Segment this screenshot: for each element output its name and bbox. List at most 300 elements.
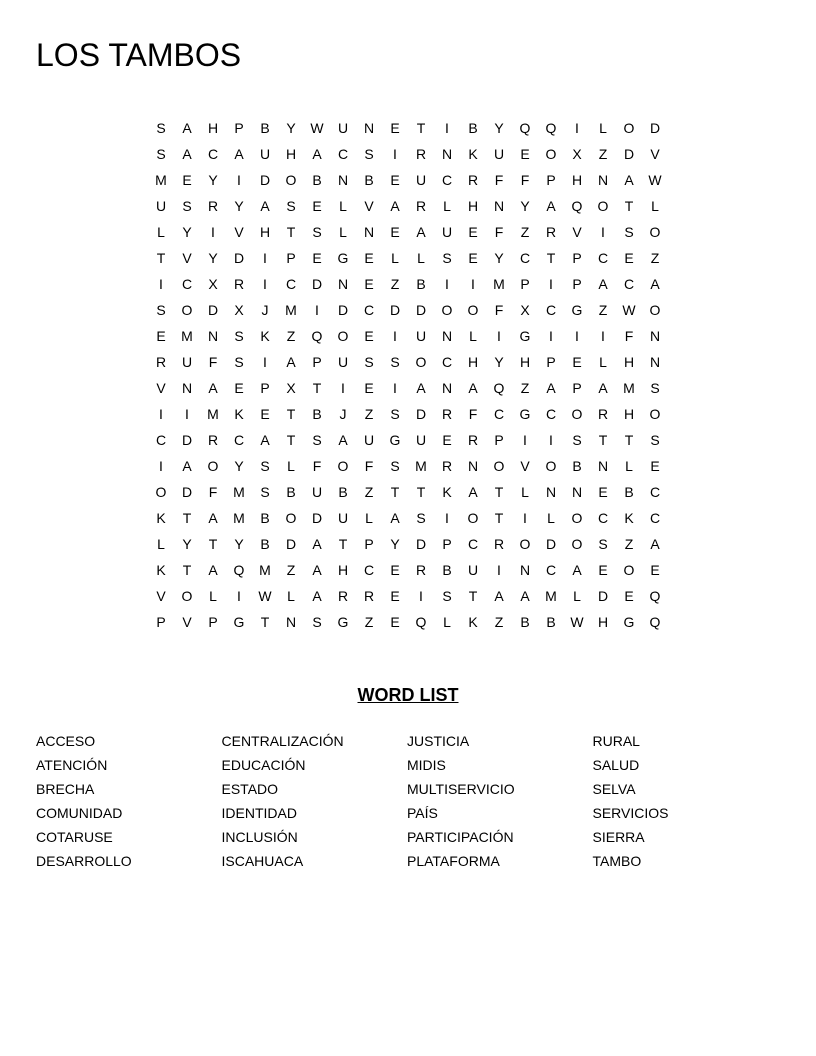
- grid-cell: B: [260, 120, 270, 136]
- grid-cell: A: [286, 354, 296, 370]
- grid-cell: D: [389, 302, 401, 318]
- grid-cell: I: [159, 276, 163, 292]
- grid-cell: F: [208, 354, 218, 370]
- grid-cell: D: [415, 536, 427, 552]
- word-list-item: ATENCIÓN: [36, 757, 108, 773]
- grid-cell: E: [390, 172, 400, 188]
- grid-row: [148, 219, 668, 245]
- grid-cell: A: [312, 536, 322, 552]
- grid-cell: S: [650, 432, 660, 448]
- grid-cell: L: [599, 354, 607, 370]
- grid-cell: N: [285, 614, 297, 630]
- grid-cell: P: [572, 380, 582, 396]
- grid-cell: F: [364, 458, 374, 474]
- grid-cell: E: [650, 562, 660, 578]
- grid-cell: S: [650, 380, 660, 396]
- grid-cell: X: [234, 302, 244, 318]
- grid-cell: T: [468, 588, 478, 604]
- grid-cell: A: [520, 588, 530, 604]
- grid-cell: T: [312, 380, 322, 396]
- grid-cell: Y: [208, 172, 218, 188]
- grid-cell: U: [441, 224, 453, 240]
- grid-cell: F: [494, 302, 504, 318]
- grid-cell: I: [393, 146, 397, 162]
- grid-cell: V: [182, 614, 192, 630]
- grid-cell: M: [415, 458, 427, 474]
- grid-cell: I: [601, 224, 605, 240]
- grid-cell: B: [260, 510, 270, 526]
- grid-cell: T: [546, 250, 556, 266]
- grid-cell: O: [467, 302, 479, 318]
- grid-cell: C: [545, 302, 557, 318]
- grid-cell: A: [208, 510, 218, 526]
- grid-cell: E: [364, 276, 374, 292]
- word-list-item: MULTISERVICIO: [407, 781, 515, 797]
- grid-cell: I: [523, 510, 527, 526]
- grid-row: [148, 141, 668, 167]
- grid-cell: Y: [234, 536, 244, 552]
- grid-cell: G: [519, 328, 531, 344]
- grid-cell: A: [468, 380, 478, 396]
- grid-cell: D: [415, 302, 427, 318]
- grid-cell: Y: [494, 354, 504, 370]
- grid-row: [148, 297, 668, 323]
- grid-cell: R: [363, 588, 375, 604]
- grid-cell: E: [364, 328, 374, 344]
- word-column: [36, 729, 222, 873]
- grid-cell: P: [286, 250, 296, 266]
- grid-cell: A: [234, 146, 244, 162]
- grid-cell: L: [599, 120, 607, 136]
- grid-cell: T: [624, 432, 634, 448]
- grid-row: [148, 323, 668, 349]
- grid-cell: O: [415, 354, 427, 370]
- grid-cell: N: [181, 380, 193, 396]
- grid-cell: E: [390, 614, 400, 630]
- grid-cell: N: [441, 328, 453, 344]
- grid-cell: T: [598, 432, 608, 448]
- grid-cell: L: [391, 250, 399, 266]
- grid-cell: K: [234, 406, 244, 422]
- grid-cell: A: [650, 536, 660, 552]
- grid-cell: U: [415, 172, 427, 188]
- grid-cell: H: [571, 172, 583, 188]
- grid-cell: S: [260, 484, 270, 500]
- grid-cell: Z: [598, 146, 608, 162]
- grid-cell: L: [417, 250, 425, 266]
- word-column: [407, 729, 593, 873]
- grid-cell: C: [285, 276, 297, 292]
- grid-cell: L: [469, 328, 477, 344]
- grid-cell: V: [650, 146, 660, 162]
- grid-cell: M: [233, 484, 245, 500]
- grid-row: [148, 583, 668, 609]
- grid-cell: L: [547, 510, 555, 526]
- grid-cell: M: [181, 328, 193, 344]
- grid-cell: Z: [286, 328, 296, 344]
- grid-cell: P: [442, 536, 452, 552]
- word-list-item: TAMBO: [592, 853, 642, 869]
- grid-cell: E: [598, 484, 608, 500]
- grid-cell: K: [156, 510, 166, 526]
- grid-row: [148, 453, 668, 479]
- grid-cell: S: [260, 458, 270, 474]
- grid-cell: L: [625, 458, 633, 474]
- word-list-item: CENTRALIZACIÓN: [221, 733, 344, 749]
- grid-cell: E: [390, 562, 400, 578]
- grid-cell: C: [207, 146, 219, 162]
- grid-cell: S: [416, 510, 426, 526]
- grid-cell: P: [156, 614, 166, 630]
- grid-cell: O: [623, 120, 635, 136]
- grid-cell: I: [445, 276, 449, 292]
- grid-cell: A: [468, 484, 478, 500]
- grid-cell: V: [572, 224, 582, 240]
- grid-cell: Q: [545, 120, 557, 136]
- grid-cell: H: [467, 198, 479, 214]
- grid-cell: Z: [494, 614, 504, 630]
- grid-cell: U: [415, 432, 427, 448]
- word-list-item: SELVA: [592, 781, 636, 797]
- grid-cell: V: [156, 380, 166, 396]
- grid-cell: N: [441, 380, 453, 396]
- grid-cell: S: [156, 146, 166, 162]
- grid-cell: O: [571, 406, 583, 422]
- grid-cell: E: [234, 380, 244, 396]
- grid-cell: Z: [598, 302, 608, 318]
- grid-cell: H: [337, 562, 349, 578]
- grid-cell: J: [339, 406, 347, 422]
- word-list-item: DESARROLLO: [36, 853, 132, 869]
- grid-cell: K: [156, 562, 166, 578]
- grid-cell: D: [311, 276, 323, 292]
- grid-cell: S: [364, 354, 374, 370]
- grid-cell: M: [285, 302, 297, 318]
- grid-cell: B: [260, 536, 270, 552]
- grid-cell: U: [311, 484, 323, 500]
- grid-cell: W: [622, 302, 636, 318]
- grid-cell: N: [649, 328, 661, 344]
- grid-cell: D: [337, 302, 349, 318]
- grid-cell: P: [312, 354, 322, 370]
- grid-cell: U: [363, 432, 375, 448]
- grid-cell: P: [494, 432, 504, 448]
- grid-cell: T: [416, 484, 426, 500]
- word-list-heading: WORD LIST: [357, 685, 459, 705]
- grid-cell: S: [182, 198, 192, 214]
- grid-cell: T: [338, 536, 348, 552]
- grid-cell: H: [623, 354, 635, 370]
- grid-cell: O: [649, 224, 661, 240]
- grid-cell: E: [468, 250, 478, 266]
- grid-cell: Y: [520, 198, 530, 214]
- grid-cell: I: [211, 224, 215, 240]
- grid-cell: S: [442, 588, 452, 604]
- grid-cell: T: [286, 432, 296, 448]
- grid-cell: D: [181, 432, 193, 448]
- grid-cell: U: [337, 510, 349, 526]
- grid-cell: G: [337, 614, 349, 630]
- grid-cell: M: [207, 406, 219, 422]
- grid-cell: E: [390, 588, 400, 604]
- grid-cell: O: [181, 302, 193, 318]
- grid-cell: D: [415, 406, 427, 422]
- grid-cell: I: [549, 432, 553, 448]
- grid-cell: A: [650, 276, 660, 292]
- grid-cell: N: [545, 484, 557, 500]
- grid-cell: E: [312, 250, 322, 266]
- grid-cell: R: [337, 588, 349, 604]
- grid-cell: O: [441, 302, 453, 318]
- grid-cell: B: [416, 276, 426, 292]
- grid-cell: T: [286, 406, 296, 422]
- grid-cell: K: [624, 510, 634, 526]
- grid-cell: G: [571, 302, 583, 318]
- word-list-item: IDENTIDAD: [221, 805, 297, 821]
- grid-cell: Q: [493, 380, 505, 396]
- grid-cell: U: [259, 146, 271, 162]
- grid-cell: I: [315, 302, 319, 318]
- word-list-item: ISCAHUACA: [221, 853, 304, 869]
- grid-cell: I: [497, 328, 501, 344]
- grid-cell: O: [571, 510, 583, 526]
- grid-cell: C: [441, 172, 453, 188]
- grid-row: [148, 115, 668, 141]
- grid-cell: E: [390, 224, 400, 240]
- grid-cell: R: [207, 198, 219, 214]
- grid-cell: A: [572, 562, 582, 578]
- grid-cell: O: [285, 510, 297, 526]
- grid-cell: Y: [182, 536, 192, 552]
- grid-cell: U: [181, 354, 193, 370]
- grid-cell: C: [597, 510, 609, 526]
- word-list-item: SERVICIOS: [592, 805, 669, 821]
- grid-cell: L: [287, 588, 295, 604]
- grid-cell: Z: [390, 276, 400, 292]
- grid-cell: O: [545, 146, 557, 162]
- grid-row: [148, 505, 668, 531]
- grid-cell: I: [445, 510, 449, 526]
- grid-cell: N: [441, 146, 453, 162]
- grid-cell: T: [182, 510, 192, 526]
- grid-cell: I: [445, 120, 449, 136]
- grid-cell: O: [337, 458, 349, 474]
- grid-cell: C: [441, 354, 453, 370]
- grid-cell: F: [468, 406, 478, 422]
- grid-cell: S: [312, 224, 322, 240]
- grid-cell: N: [467, 458, 479, 474]
- grid-row: [148, 245, 668, 271]
- grid-cell: X: [208, 276, 218, 292]
- grid-cell: M: [623, 380, 635, 396]
- grid-cell: L: [287, 458, 295, 474]
- grid-cell: R: [545, 224, 557, 240]
- grid-cell: M: [155, 172, 167, 188]
- grid-cell: Z: [364, 484, 374, 500]
- grid-cell: Q: [233, 562, 245, 578]
- grid-cell: P: [364, 536, 374, 552]
- word-list-item: ESTADO: [221, 781, 279, 797]
- grid-cell: I: [601, 328, 605, 344]
- grid-cell: C: [155, 432, 167, 448]
- grid-cell: A: [624, 172, 634, 188]
- grid-row: [148, 271, 668, 297]
- grid-cell: D: [597, 588, 609, 604]
- grid-cell: Q: [649, 588, 661, 604]
- grid-cell: A: [182, 146, 192, 162]
- grid-cell: A: [546, 198, 556, 214]
- grid-cell: E: [468, 224, 478, 240]
- grid-cell: D: [649, 120, 661, 136]
- grid-cell: B: [312, 406, 322, 422]
- grid-cell: O: [207, 458, 219, 474]
- grid-cell: C: [363, 562, 375, 578]
- grid-cell: E: [364, 250, 374, 266]
- grid-cell: G: [623, 614, 635, 630]
- grid-cell: L: [443, 198, 451, 214]
- grid-cell: Y: [494, 250, 504, 266]
- grid-cell: C: [363, 302, 375, 318]
- grid-cell: W: [258, 588, 272, 604]
- grid-cell: Y: [182, 224, 192, 240]
- grid-cell: R: [467, 172, 479, 188]
- grid-cell: S: [442, 250, 452, 266]
- grid-cell: E: [624, 250, 634, 266]
- grid-cell: P: [260, 380, 270, 396]
- word-list-item: SALUD: [592, 757, 640, 773]
- grid-cell: B: [442, 562, 452, 578]
- grid-cell: I: [523, 432, 527, 448]
- grid-cell: R: [441, 406, 453, 422]
- grid-row: [148, 167, 668, 193]
- grid-cell: D: [545, 536, 557, 552]
- grid-cell: K: [468, 614, 478, 630]
- grid-cell: Z: [364, 614, 374, 630]
- grid-cell: U: [337, 120, 349, 136]
- grid-cell: S: [364, 146, 374, 162]
- grid-cell: H: [207, 120, 219, 136]
- grid-cell: G: [233, 614, 245, 630]
- grid-cell: A: [208, 380, 218, 396]
- grid-cell: A: [416, 380, 426, 396]
- grid-cell: P: [572, 250, 582, 266]
- grid-cell: N: [337, 172, 349, 188]
- grid-cell: A: [312, 588, 322, 604]
- grid-cell: O: [649, 302, 661, 318]
- grid-cell: C: [597, 250, 609, 266]
- grid-cell: E: [156, 328, 166, 344]
- grid-cell: I: [497, 562, 501, 578]
- grid-cell: O: [285, 172, 297, 188]
- grid-cell: E: [182, 172, 192, 188]
- grid-cell: X: [572, 146, 582, 162]
- grid-cell: H: [259, 224, 271, 240]
- word-list-item: PARTICIPACIÓN: [407, 829, 514, 845]
- grid-cell: D: [207, 302, 219, 318]
- grid-cell: C: [493, 406, 505, 422]
- grid-cell: L: [443, 614, 451, 630]
- grid-cell: S: [156, 302, 166, 318]
- grid-row: [148, 531, 668, 557]
- grid-cell: Y: [234, 198, 244, 214]
- grid-cell: L: [339, 198, 347, 214]
- grid-cell: S: [156, 120, 166, 136]
- grid-cell: Z: [520, 224, 530, 240]
- grid-cell: R: [467, 432, 479, 448]
- grid-cell: Q: [519, 120, 531, 136]
- grid-cell: F: [520, 172, 530, 188]
- grid-cell: T: [208, 536, 218, 552]
- word-list: [36, 729, 780, 873]
- grid-cell: N: [649, 354, 661, 370]
- word-column: [222, 729, 408, 873]
- grid-cell: B: [520, 614, 530, 630]
- grid-cell: G: [519, 406, 531, 422]
- grid-cell: C: [467, 536, 479, 552]
- grid-cell: M: [233, 510, 245, 526]
- grid-cell: E: [312, 198, 322, 214]
- grid-cell: P: [546, 354, 556, 370]
- grid-cell: U: [337, 354, 349, 370]
- grid-cell: N: [493, 198, 505, 214]
- grid-cell: Q: [311, 328, 323, 344]
- grid-cell: V: [182, 250, 192, 266]
- grid-cell: R: [415, 198, 427, 214]
- grid-cell: F: [624, 328, 634, 344]
- grid-cell: D: [311, 510, 323, 526]
- grid-cell: Y: [390, 536, 400, 552]
- grid-row: [148, 349, 668, 375]
- grid-cell: A: [182, 120, 192, 136]
- grid-cell: M: [259, 562, 271, 578]
- word-list-item: COTARUSE: [36, 829, 113, 845]
- grid-cell: D: [181, 484, 193, 500]
- grid-cell: O: [571, 536, 583, 552]
- grid-cell: L: [157, 224, 165, 240]
- grid-cell: F: [312, 458, 322, 474]
- grid-cell: O: [649, 406, 661, 422]
- grid-row: [148, 375, 668, 401]
- grid-cell: S: [286, 198, 296, 214]
- grid-cell: G: [337, 250, 349, 266]
- grid-cell: A: [312, 146, 322, 162]
- grid-cell: Y: [234, 458, 244, 474]
- grid-cell: D: [285, 536, 297, 552]
- word-list-item: JUSTICIA: [407, 733, 470, 749]
- grid-cell: T: [260, 614, 270, 630]
- word-list-item: PLATAFORMA: [407, 853, 500, 869]
- grid-cell: K: [260, 328, 270, 344]
- grid-cell: B: [338, 484, 348, 500]
- word-list-item: EDUCACIÓN: [221, 757, 306, 773]
- grid-cell: C: [649, 484, 661, 500]
- grid-cell: J: [261, 302, 269, 318]
- grid-cell: W: [648, 172, 662, 188]
- grid-cell: I: [263, 250, 267, 266]
- grid-cell: E: [260, 406, 270, 422]
- grid-cell: G: [389, 432, 401, 448]
- grid-row: [148, 401, 668, 427]
- grid-cell: U: [467, 562, 479, 578]
- grid-cell: I: [575, 120, 579, 136]
- grid-cell: B: [312, 172, 322, 188]
- grid-cell: A: [390, 510, 400, 526]
- grid-cell: V: [156, 588, 166, 604]
- grid-cell: O: [545, 458, 557, 474]
- page-title: LOS TAMBOS: [36, 37, 242, 73]
- grid-cell: C: [649, 510, 661, 526]
- word-list-item: RURAL: [592, 733, 640, 749]
